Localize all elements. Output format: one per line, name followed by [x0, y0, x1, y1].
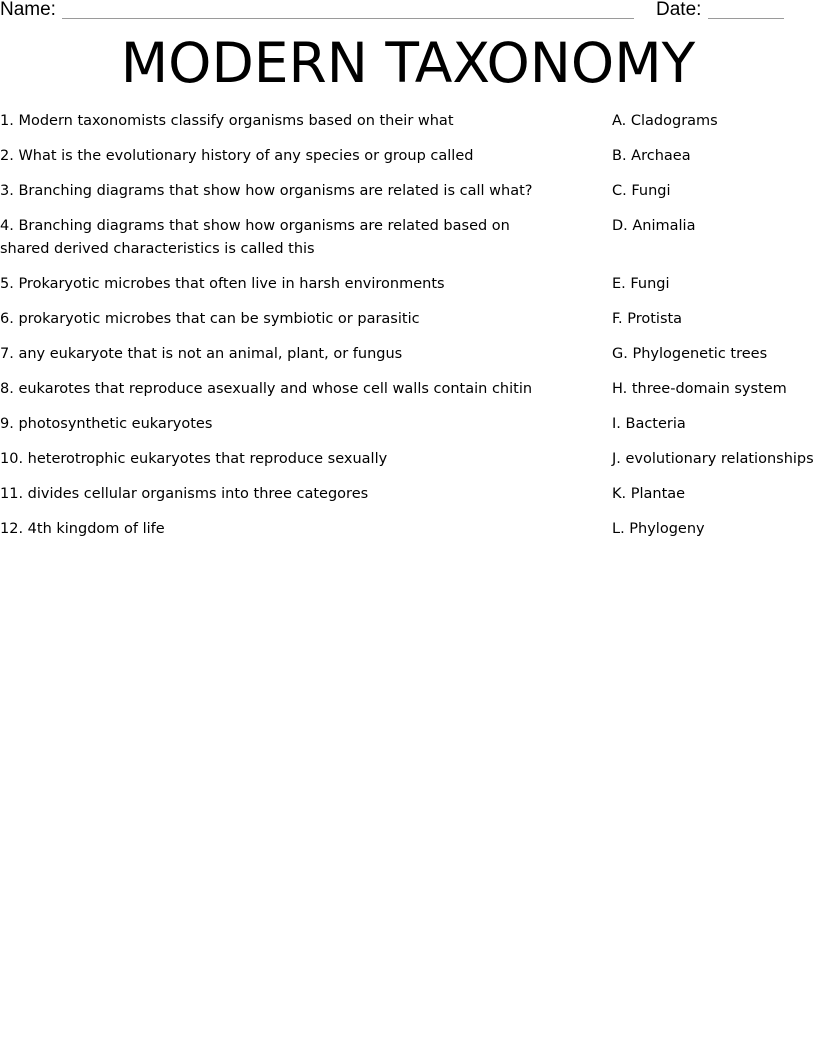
name-label: Name:	[0, 0, 56, 20]
question-item: 1. Modern taxonomists classify organisms based on their what	[0, 113, 454, 129]
question-item: 8. eukarotes that reproduce asexually and whose cell walls contain chitin	[0, 381, 533, 397]
question-item: 3. Branching diagrams that show how organisms are related is call what?	[0, 183, 533, 199]
question-item: 9. photosynthetic eukaryotes	[0, 416, 213, 432]
answer-item: K. Plantae	[612, 486, 686, 502]
page-title: MODERN TAXONOMY	[120, 31, 696, 95]
worksheet-header	[0, 0, 816, 24]
name-blank-line	[62, 18, 634, 19]
answer-list	[612, 110, 816, 553]
answer-item: G. Phylogenetic trees	[612, 346, 768, 362]
question-item: 4. Branching diagrams that show how organisms are related based on shared derived characteristics is called this	[0, 218, 510, 257]
question-item: 6. prokaryotic microbes that can be symbiotic or parasitic	[0, 311, 420, 327]
question-item: 7. any eukaryote that is not an animal, plant, or fungus	[0, 346, 403, 362]
question-list	[0, 110, 560, 553]
answer-item: A. Cladograms	[612, 113, 718, 129]
answer-item: I. Bacteria	[612, 416, 686, 432]
answer-item: J. evolutionary relationships	[612, 451, 814, 467]
answer-item: D. Animalia	[612, 218, 696, 234]
answer-item: L. Phylogeny	[612, 521, 705, 537]
question-item: 11. divides cellular organisms into three categores	[0, 486, 369, 502]
answer-item: F. Protista	[612, 311, 683, 327]
question-item: 2. What is the evolutionary history of any species or group called	[0, 148, 474, 164]
question-item: 10. heterotrophic eukaryotes that reproduce sexually	[0, 451, 388, 467]
date-blank-line	[708, 18, 784, 19]
question-item: 5. Prokaryotic microbes that often live in harsh environments	[0, 276, 445, 292]
answer-item: E. Fungi	[612, 276, 670, 292]
answer-item: H. three-domain system	[612, 381, 787, 397]
answer-item: B. Archaea	[612, 148, 691, 164]
date-label: Date:	[656, 0, 702, 20]
answer-item: C. Fungi	[612, 183, 671, 199]
question-item: 12. 4th kingdom of life	[0, 521, 165, 537]
